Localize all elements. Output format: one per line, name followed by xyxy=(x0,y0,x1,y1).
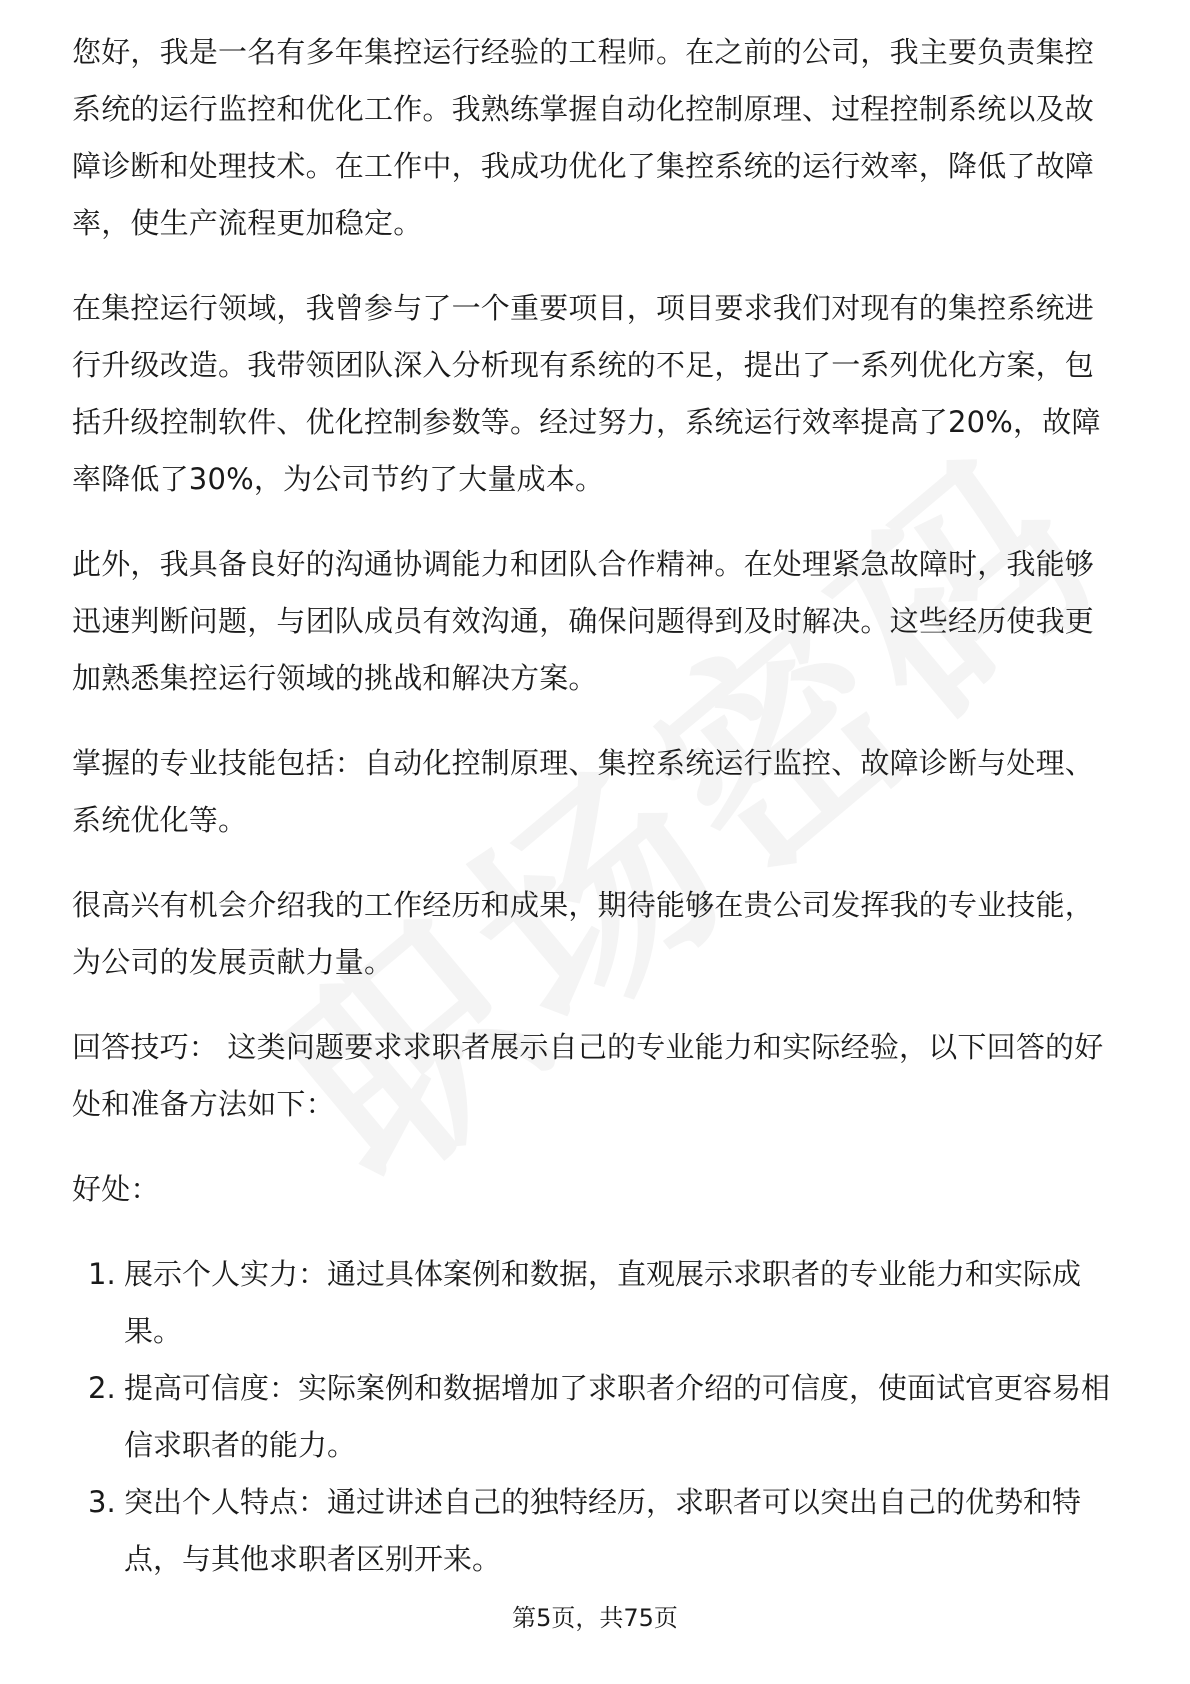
list-number: 2. xyxy=(88,1371,116,1405)
benefits-list xyxy=(72,1246,1122,1588)
list-item xyxy=(72,1474,1122,1588)
paragraph-tips: 回答技巧： 这类问题要求求职者展示自己的专业能力和实际经验，以下回答的好处和准备方法如下： xyxy=(72,1030,1104,1121)
paragraph-communication: 此外，我具备良好的沟通协调能力和团队合作精神。在处理紧急故障时，我能够迅速判断问题，与团队成员有效沟通，确保问题得到及时解决。这些经历使我更加熟悉集控运行领域的挑战和解决方案。 xyxy=(72,547,1095,695)
list-text: 提高可信度：实际案例和数据增加了求职者介绍的可信度，使面试官更容易相信求职者的能力。 xyxy=(124,1371,1111,1462)
list-item xyxy=(72,1360,1122,1474)
paragraph-benefits-heading: 好处： xyxy=(72,1172,160,1206)
list-number: 1. xyxy=(88,1257,116,1291)
list-text: 突出个人特点：通过讲述自己的独特经历，求职者可以突出自己的优势和特点，与其他求职者区别开来。 xyxy=(124,1485,1082,1576)
paragraph-intro: 您好，我是一名有多年集控运行经验的工程师。在之前的公司，我主要负责集控系统的运行监控和优化工作。我熟练掌握自动化控制原理、过程控制系统以及故障诊断和处理技术。在工作中，我成功优化了集控系统的运行效率，降低了故障率，使生产流程更加稳定。 xyxy=(72,35,1095,240)
list-number: 3. xyxy=(88,1485,116,1519)
page-number: 第5页，共75页 xyxy=(512,1604,678,1632)
document-body xyxy=(72,26,1122,1588)
paragraph-project: 在集控运行领域，我曾参与了一个重要项目，项目要求我们对现有的集控系统进行升级改造。我带领团队深入分析现有系统的不足，提出了一系列优化方案，包括升级控制软件、优化控制参数等。经过努力，系统运行效率提高了20%，故障率降低了30%，为公司节约了大量成本。 xyxy=(72,291,1101,496)
list-text: 展示个人实力：通过具体案例和数据，直观展示求职者的专业能力和实际成果。 xyxy=(124,1257,1082,1348)
paragraph-skills: 掌握的专业技能包括：自动化控制原理、集控系统运行监控、故障诊断与处理、系统优化等。 xyxy=(72,746,1095,837)
list-item xyxy=(72,1246,1122,1360)
paragraph-closing: 很高兴有机会介绍我的工作经历和成果，期待能够在贵公司发挥我的专业技能，为公司的发展贡献力量。 xyxy=(72,888,1095,979)
